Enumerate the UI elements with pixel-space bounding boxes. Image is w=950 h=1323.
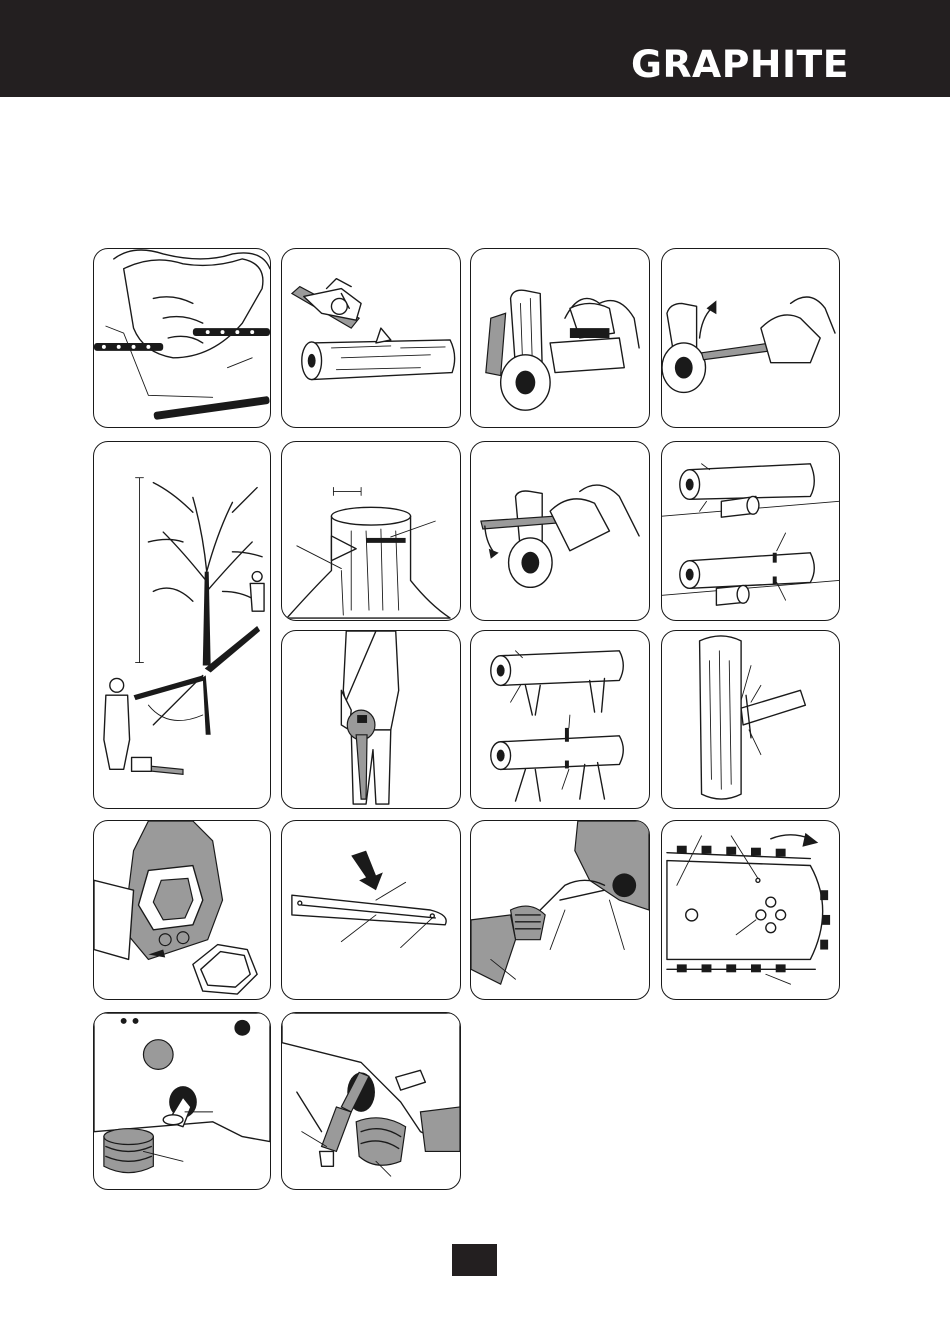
bucking-overcut-icon (662, 249, 839, 427)
figure-chain-direction-sprocket (661, 820, 840, 1000)
log-support-icon (662, 442, 839, 620)
header-bar (0, 0, 950, 97)
figure-guide-bar-maintenance (281, 820, 461, 1000)
fuel-filter-icon (471, 821, 649, 999)
page-number-box (452, 1244, 497, 1276)
figure-fuel-filter-hook (470, 820, 650, 1000)
graphite-logo (631, 44, 851, 82)
tree-felling-icon (94, 442, 270, 808)
svg-text:GRAPHITE: GRAPHITE (631, 44, 849, 82)
bucking-icon (471, 249, 649, 427)
figure-fuel-cap-filter (93, 1012, 271, 1190)
figure-log-support-points (661, 441, 840, 621)
sawhorse-icon (471, 631, 649, 808)
fuel-cap-icon (94, 1013, 270, 1189)
limbing-icon (662, 631, 839, 808)
air-filter-icon (94, 821, 270, 999)
chain-direction-icon (662, 821, 839, 999)
figure-felling-notch (281, 441, 461, 621)
guide-bar-icon (282, 821, 460, 999)
felling-notch-icon (282, 442, 460, 620)
operator-icon (282, 631, 460, 808)
figure-oil-cap-filter (281, 1012, 461, 1190)
chain-tension-icon (94, 249, 270, 427)
chainsaw-log-icon (282, 249, 460, 427)
figure-log-on-sawhorses (470, 630, 650, 809)
figure-bucking-overcut (661, 248, 840, 428)
figure-bucking-downward-arc (470, 441, 650, 621)
figure-tree-felling-escape-routes (93, 441, 271, 809)
figure-air-filter-cover (93, 820, 271, 1000)
oil-cap-icon (282, 1013, 460, 1189)
bucking-arc-icon (471, 442, 649, 620)
figure-cutting-log-on-ground (281, 248, 461, 428)
figure-operator-stance (281, 630, 461, 809)
figure-chain-tension-check (93, 248, 271, 428)
figure-limbing-branch (661, 630, 840, 809)
figure-bucking-underside-cut (470, 248, 650, 428)
